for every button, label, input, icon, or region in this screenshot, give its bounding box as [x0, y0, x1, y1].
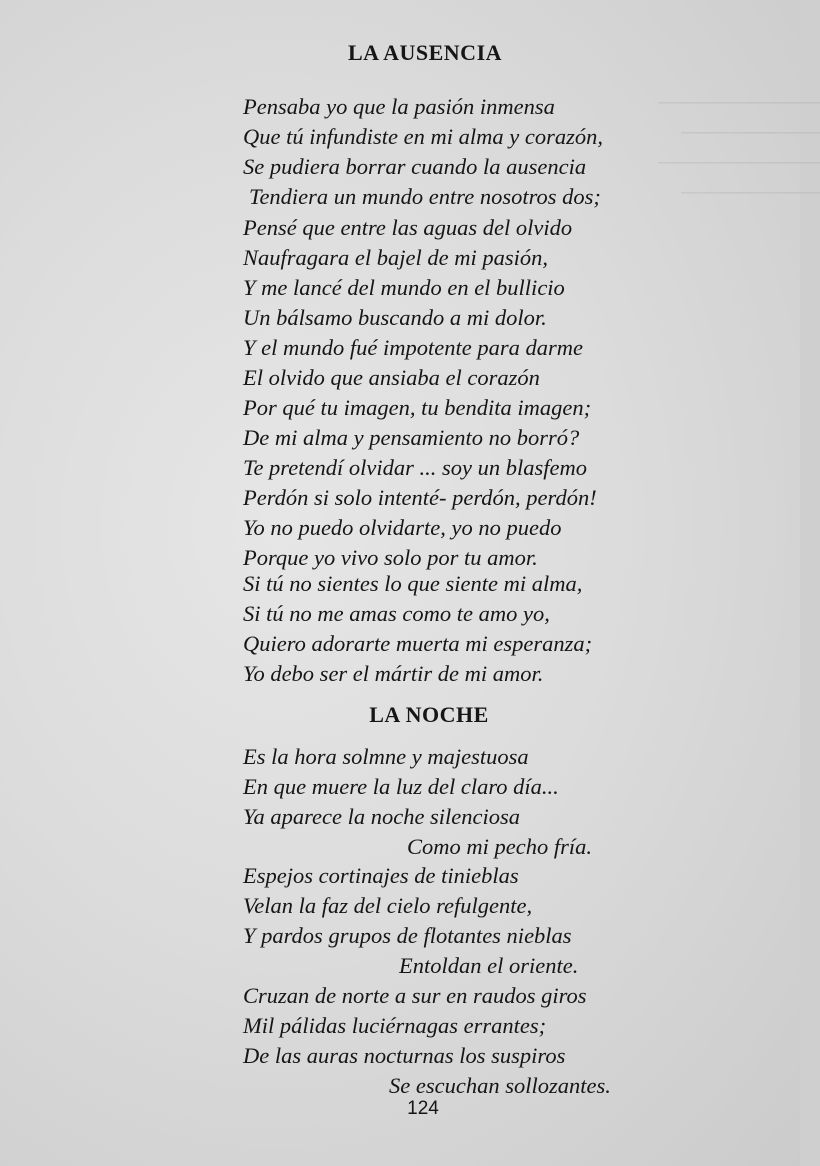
verse-line: Porque yo vivo solo por tu amor.: [243, 545, 538, 570]
verse-line: Te pretendí olvidar ... soy un blasfemo: [243, 455, 587, 480]
verse-line: Tendiera un mundo entre nosotros dos;: [249, 184, 601, 209]
verse-line: El olvido que ansiaba el corazón: [243, 365, 540, 390]
verse-line: Que tú infundiste en mi alma y corazón,: [243, 124, 603, 149]
verse-line: Naufragara el bajel de mi pasión,: [243, 245, 548, 270]
verse-line: De mi alma y pensamiento no borró?: [243, 425, 580, 450]
verse-line: Velan la faz del cielo refulgente,: [243, 893, 533, 918]
verse-line: En que muere la luz del claro día...: [243, 774, 559, 799]
verse-line: Se escuchan sollozantes.: [389, 1073, 611, 1098]
verse-line: Y me lancé del mundo en el bullicio: [243, 275, 565, 300]
page-number: 124: [407, 1098, 439, 1119]
stanza: [243, 742, 592, 862]
verse-line: Como mi pecho fría.: [407, 834, 592, 859]
verse-line: De las auras nocturnas los suspiros: [243, 1043, 566, 1068]
stanza: [243, 981, 611, 1101]
verse-line: Y pardos grupos de flotantes nieblas: [243, 923, 572, 948]
verse-line: Ya aparece la noche silenciosa: [243, 804, 521, 829]
verse-line: Entoldan el oriente.: [399, 953, 579, 978]
stanza: [243, 453, 597, 573]
stanza: [243, 213, 572, 333]
verse-line: Y el mundo fué impotente para darme: [243, 335, 583, 360]
verse-line: Si tú no me amas como te amo yo,: [243, 601, 550, 626]
stanza: [243, 333, 591, 453]
verse-line: Pensé que entre las aguas del olvido: [243, 215, 573, 240]
poem-title-la-ausencia: LA AUSENCIA: [347, 40, 503, 65]
stanza: [243, 569, 592, 689]
verse-line: Yo no puedo olvidarte, yo no puedo: [243, 515, 562, 540]
verse-line: Yo debo ser el mártir de mi amor.: [243, 661, 544, 686]
bleed-through-texture: ——————— —————— ——————— ——————: [658, 86, 820, 205]
verse-line: Mil pálidas luciérnagas errantes;: [243, 1013, 547, 1038]
verse-line: Cruzan de norte a sur en raudos giros: [243, 983, 587, 1008]
verse-line: Perdón si solo intenté- perdón, perdón!: [243, 485, 597, 510]
verse-line: Quiero adorarte muerta mi esperanza;: [243, 631, 593, 656]
stanza: [243, 92, 603, 212]
verse-line: Pensaba yo que la pasión inmensa: [243, 94, 555, 119]
stanza: [243, 861, 578, 981]
verse-line: Si tú no sientes lo que siente mi alma,: [243, 571, 583, 596]
verse-line: Se pudiera borrar cuando la ausencia: [243, 154, 587, 179]
verse-line: Espejos cortinajes de tinieblas: [243, 863, 519, 888]
verse-line: Por qué tu imagen, tu bendita imagen;: [243, 395, 592, 420]
verse-line: Un bálsamo buscando a mi dolor.: [243, 305, 547, 330]
poem-title-la-noche: LA NOCHE: [369, 702, 489, 727]
verse-line: Es la hora solmne y majestuosa: [243, 744, 529, 769]
